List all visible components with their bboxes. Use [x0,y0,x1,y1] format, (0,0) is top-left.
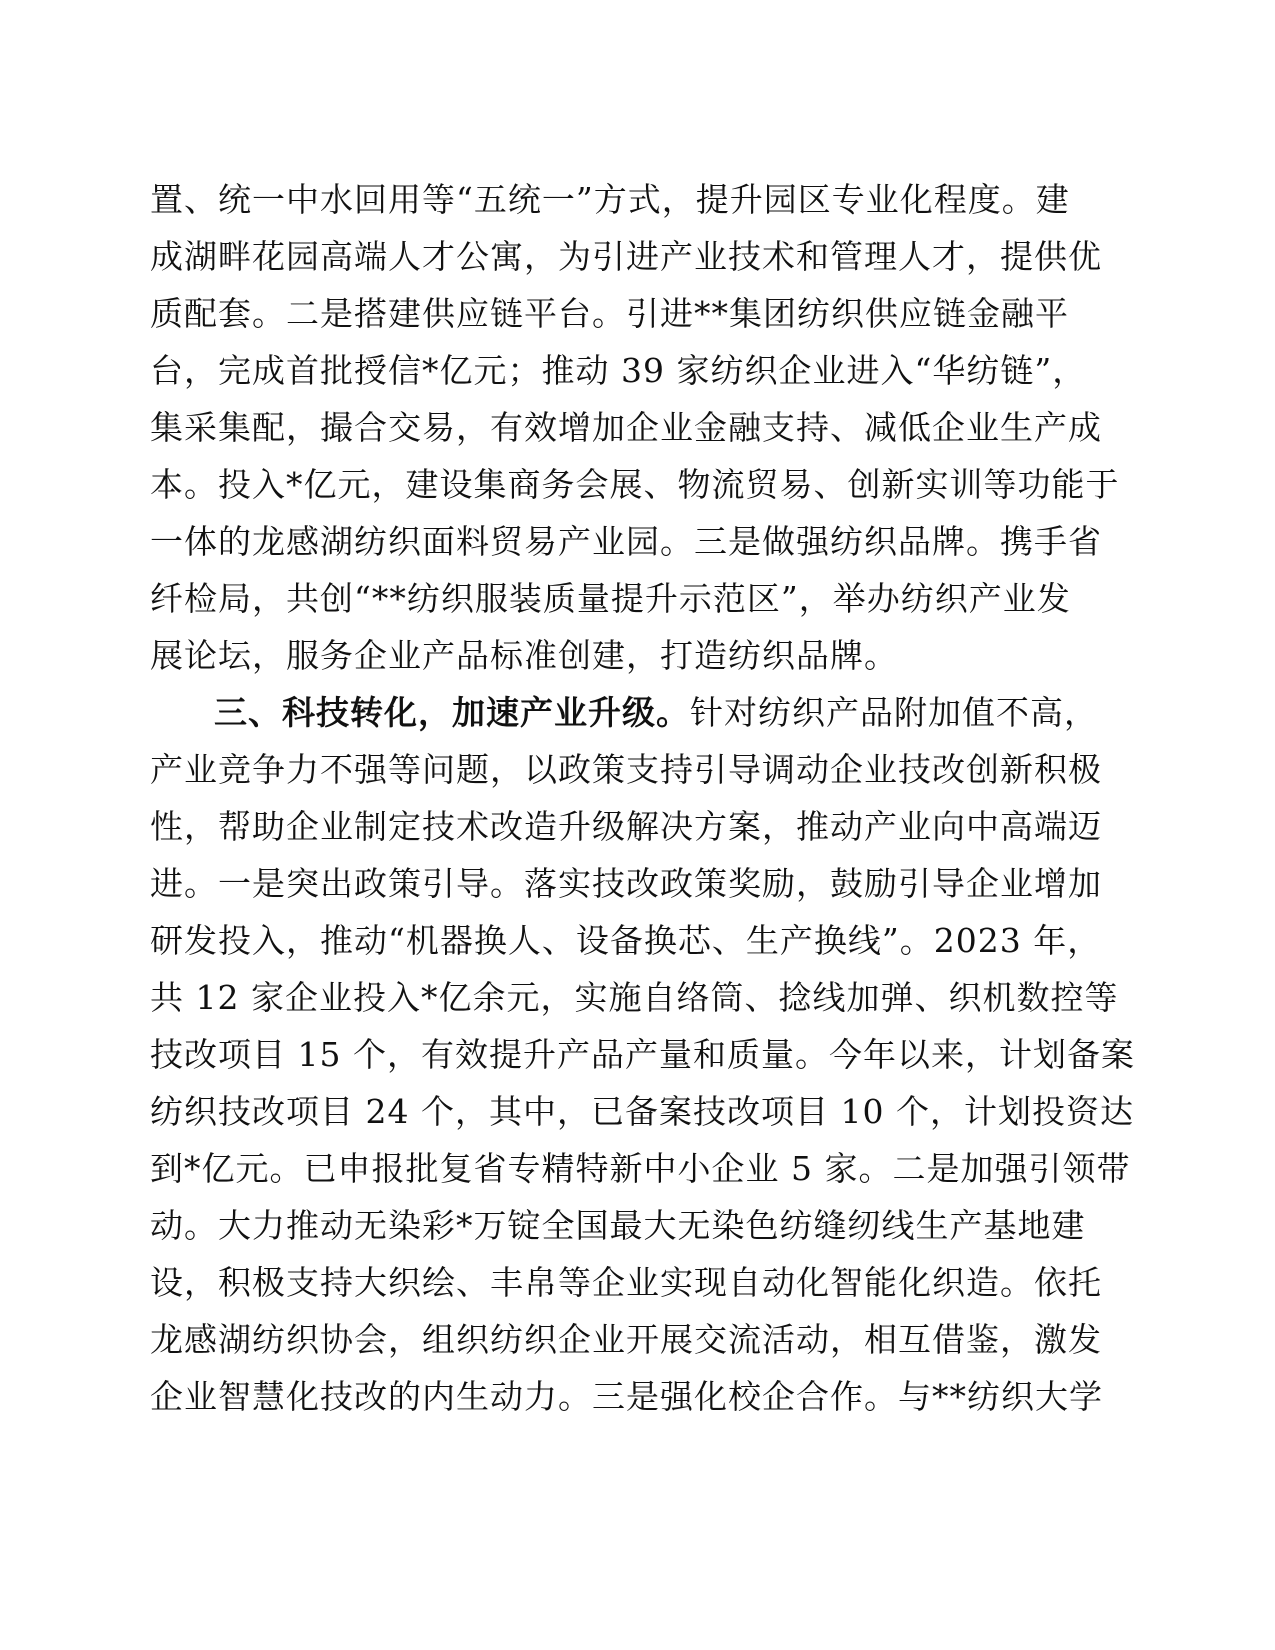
paragraph-line: 企业智慧化技改的内生动力。三是强化校企合作。与**纺织大学 [150,1377,1103,1416]
section-first-line-text: 针对纺织产品附加值不高， [690,693,1098,732]
paragraph-line: 设，积极支持大织绘、丰帛等企业实现自动化智能化织造。依托 [150,1263,1102,1302]
paragraph-line: 纺织技改项目 24 个，其中，已备案技改项目 10 个，计划投资达 [150,1092,1134,1131]
paragraph-line: 共 12 家企业投入*亿余元，实施自络筒、捻线加弹、织机数控等 [150,978,1119,1017]
paragraph-line: 质配套。二是搭建供应链平台。引进**集团纺织供应链金融平 [150,294,1069,333]
paragraph-line: 进。一是突出政策引导。落实技改政策奖励，鼓励引导企业增加 [150,864,1102,903]
paragraph-line: 展论坛，服务企业产品标准创建，打造纺织品牌。 [150,636,898,675]
paragraph-line: 技改项目 15 个，有效提升产品产量和质量。今年以来，计划备案 [150,1035,1135,1074]
paragraph-line: 台，完成首批授信*亿元；推动 39 家纺织企业进入“华纺链”， [150,351,1087,390]
paragraph-line: 研发投入，推动“机器换人、设备换芯、生产换线”。2023 年， [150,921,1102,960]
paragraph-line: 成湖畔花园高端人才公寓，为引进产业技术和管理人才，提供优 [150,237,1102,276]
paragraph-line: 动。大力推动无染彩*万锭全国最大无染色纺缝纫线生产基地建 [150,1206,1086,1245]
paragraph-line: 性，帮助企业制定技术改造升级解决方案，推动产业向中高端迈 [150,807,1102,846]
paragraph-line: 产业竞争力不强等问题，以政策支持引导调动企业技改创新积极 [150,750,1102,789]
paragraph-line: 一体的龙感湖纺织面料贸易产业园。三是做强纺织品牌。携手省 [150,522,1102,561]
paragraph-line: 纤检局，共创“**纺织服装质量提升示范区”，举办纺织产业发 [150,579,1071,618]
section-first-line [214,693,1130,733]
paragraph-line: 到*亿元。已申报批复省专精特新中小企业 5 家。二是加强引领带 [150,1149,1131,1188]
paragraph-line: 龙感湖纺织协会，组织纺织企业开展交流活动，相互借鉴，激发 [150,1320,1102,1359]
paragraph-line: 本。投入*亿元，建设集商务会展、物流贸易、创新实训等功能于 [150,465,1120,504]
paragraph-line: 集采集配，撮合交易，有效增加企业金融支持、减低企业生产成 [150,408,1102,447]
paragraph-line: 置、统一中水回用等“五统一”方式，提升园区专业化程度。建 [150,180,1070,219]
section-heading: 三、科技转化，加速产业升级。 [214,693,690,732]
